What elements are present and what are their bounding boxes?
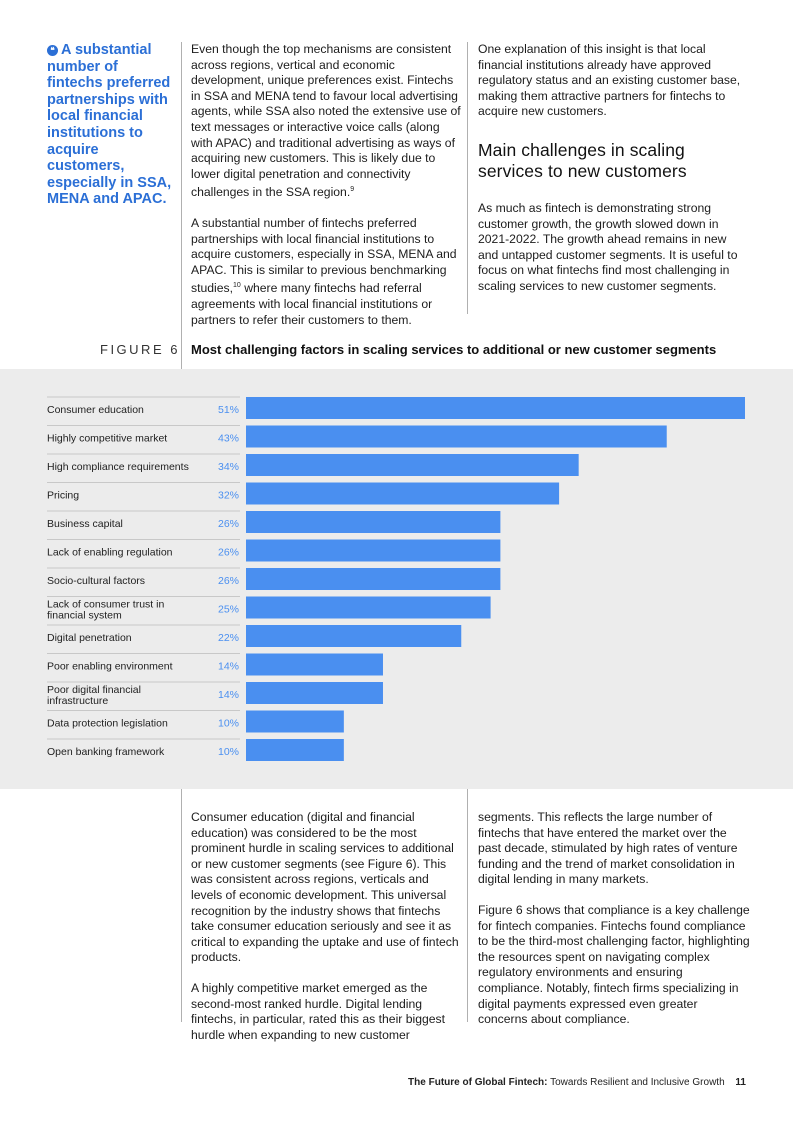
value-label: 51% [217, 404, 239, 416]
col2-paragraph-2: As much as fintech is demonstrating strong customer growth, the growth slowed down in 2021-2022. The growth ahead remains in new and untapped customer segments. It is useful to focus on what fintechs find most challenging in scaling services to new customer segments. [478, 200, 738, 293]
value-label: 26% [217, 546, 239, 559]
category-label: Open banking framework [47, 746, 165, 758]
chart-row [47, 711, 344, 733]
chart-row [47, 454, 579, 476]
col2-paragraph-1: One explanation of this insight is that local financial institutions already have approved regulatory status and an existing customer base, making them attractive partners for fintechs to acquire new customers. [478, 42, 741, 119]
value-label: 14% [217, 689, 239, 701]
bar [246, 597, 491, 619]
col1-paragraph-1: Even though the top mechanisms are consistent across regions, vertical and economic development, unique preferences exist. Fintechs in SSA and MENA tend to favour local advertising agents, while SSA also noted the extensive use of text messages or interactive voice calls (along with APAC) and traditional advertising as ways of acquiring new customers. This is likely due to lower digital penetration and connectivity challenges in the SSA region.$^9$ [191, 42, 461, 200]
chart-row [47, 426, 667, 448]
category-label: Data protection legislation [47, 717, 168, 730]
value-label: 26% [217, 518, 239, 530]
bottom-col1-paragraph-2: A highly competitive market emerged as the second-most ranked hurdle. Digital lending fintechs, in particular, rated this as their biggest hurdle when expanding to new customer [191, 980, 446, 1042]
bar [246, 711, 344, 733]
chart-row [47, 568, 500, 590]
value-label: 22% [217, 632, 239, 644]
value-label: 26% [217, 575, 239, 587]
footer-title: The Future of Global Fintech: [408, 1077, 548, 1088]
category-label: Poor enabling environment [47, 660, 173, 673]
bar [246, 511, 500, 533]
value-label: 10% [217, 746, 239, 758]
value-label: 25% [217, 603, 239, 616]
category-label: Lack of consumer trust in financial system [47, 598, 165, 622]
chart-row [47, 483, 559, 505]
value-label: 34% [217, 461, 239, 473]
bottom-col1-paragraph-1: Consumer education (digital and financial education) was considered to be the most prominent hurdle in scaling services to additional or new customer segments (see Figure 6). This was consistent across regions, verticals and levels of economic development. This universal recognition by the industry shows that fintechs take consumer education seriously and see it as critical to expanding the uptake and use of fintech products. [191, 810, 459, 965]
bottom-col2-paragraph-1: segments. This reflects the large number of fintechs that have entered the market over the past decade, stimulated by high rates of venture funding and the trend of market consolidation in digital lending in many markets. [478, 810, 738, 887]
bar [246, 739, 344, 761]
bottom-column-2 [478, 810, 750, 1028]
chart-row [47, 682, 383, 707]
chart-row [47, 397, 745, 419]
bar [246, 625, 461, 647]
bar [246, 540, 500, 562]
category-label: Pricing [47, 489, 80, 502]
value-label: 32% [217, 489, 239, 502]
bar [246, 454, 579, 476]
bar [246, 654, 383, 676]
category-label: Business capital [47, 518, 123, 530]
chart-row [47, 739, 344, 761]
footnote-ref-9[interactable]: 9 [350, 186, 355, 194]
figure-divider [181, 333, 182, 369]
column-divider-3 [181, 789, 182, 1022]
chart-row [47, 540, 500, 562]
bar [246, 483, 559, 505]
category-label: Digital penetration [47, 632, 132, 644]
category-label: Consumer education [47, 404, 144, 416]
category-label: High compliance requirements [47, 461, 189, 473]
chart-row [47, 654, 383, 676]
bottom-col2-paragraph-2: Figure 6 shows that compliance is a key challenge for fintech companies. Fintechs found compliance to be the third-most challenging factor, highlighting the resources spent on navigating complex regulatory environments and ensuring compliance. Notably, fintech firms specializing in digital payments expressed even greater concerns about compliance. [478, 902, 750, 1027]
chart-row [47, 511, 500, 533]
footer-subtitle: Towards Resilient and Inclusive Growth [550, 1077, 725, 1088]
chart-row [47, 625, 461, 647]
bar-chart [0, 369, 793, 789]
pull-quote [47, 42, 175, 208]
value-label: 43% [217, 432, 239, 445]
body-column-1 [191, 42, 461, 328]
value-label: 14% [217, 660, 239, 673]
pull-quote-text: A substantial number of fintechs preferred partnerships with local financial institutions to acquire customers, especially in SSA, MENA and APAC. [47, 42, 172, 208]
column-divider-2 [467, 42, 468, 314]
figure-label: FIGURE 6 [100, 342, 180, 357]
body-column-2 [478, 42, 750, 295]
category-label: Lack of enabling regulation [47, 546, 173, 559]
bar [246, 397, 745, 419]
quote-icon: ❝ [47, 45, 58, 56]
col1-paragraph-2: A substantial number of fintechs preferred partnerships with local financial institutions to acquire customers, especially in SSA, MENA and APAC. This is similar to previous benchmarking studies,$^{10}$ where many fintechs had referral agreements with local financial institutions or partners to refer their customers to them. [191, 216, 457, 327]
footnote-ref-10[interactable]: 10 [233, 282, 241, 290]
figure-title: Most challenging factors in scaling services to additional or new customer segments [191, 342, 717, 357]
bar [246, 682, 383, 704]
column-divider-1 [181, 42, 182, 368]
value-label: 10% [217, 717, 239, 730]
category-label: Highly competitive market [47, 432, 168, 445]
category-label: Socio-cultural factors [47, 575, 146, 587]
bottom-column-1 [191, 810, 461, 1043]
section-heading: Main challenges in scaling services to new customers [478, 139, 687, 181]
bar [246, 426, 667, 448]
page-number: 11 [735, 1077, 746, 1088]
column-divider-4 [467, 789, 468, 1022]
page-footer [408, 1077, 746, 1088]
chart-row [47, 597, 491, 622]
bar [246, 568, 500, 590]
category-label: Poor digital financial infrastructure [47, 684, 141, 707]
